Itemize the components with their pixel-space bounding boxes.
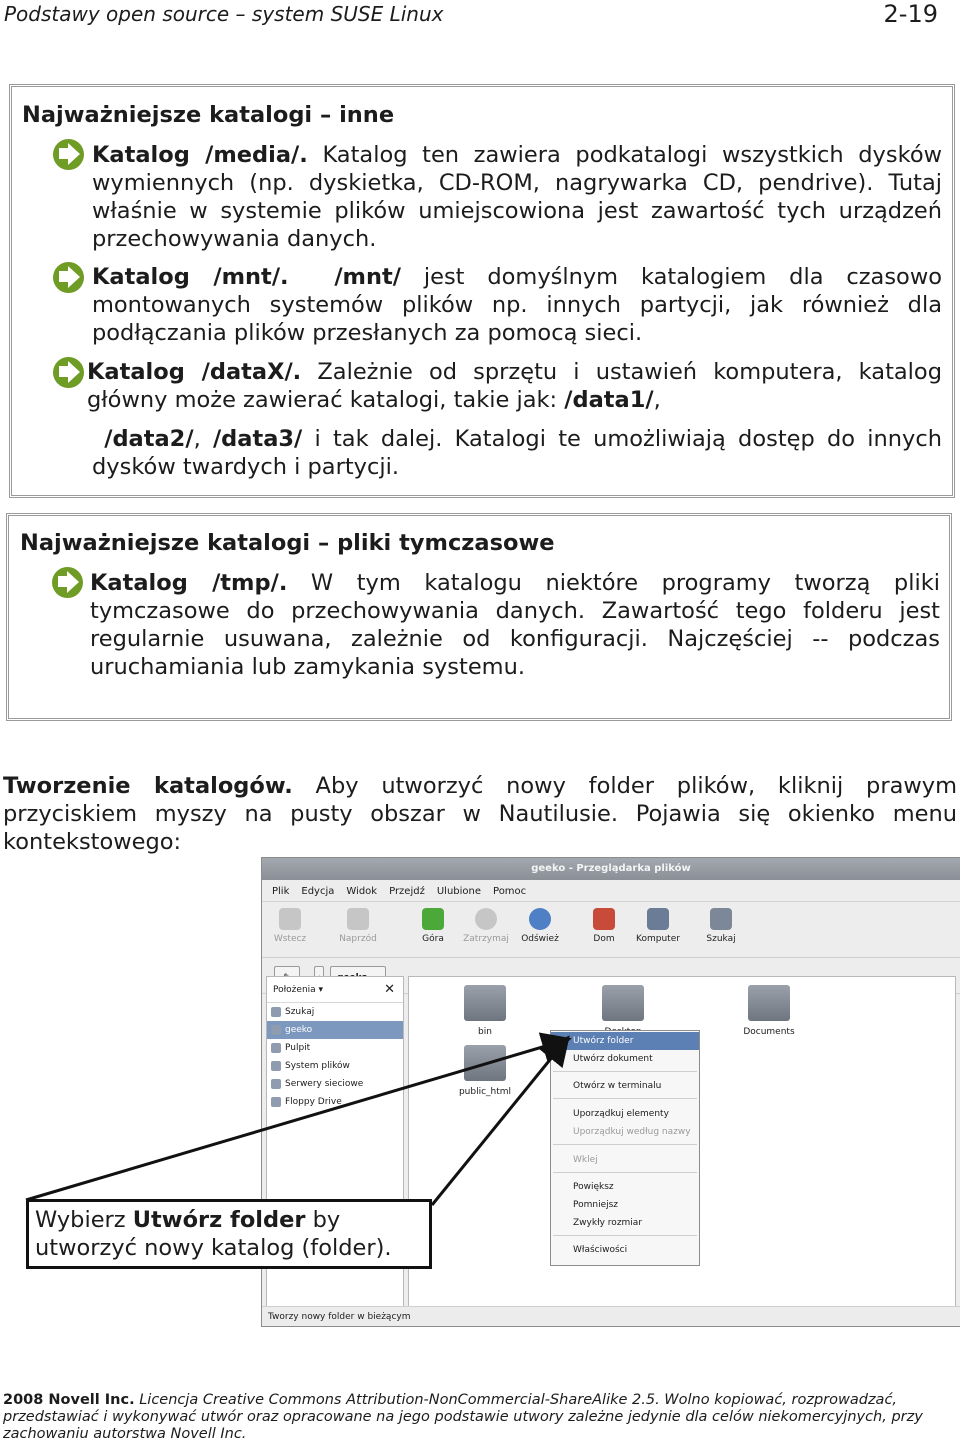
sidebar-item-network[interactable]: Serwery sieciowe: [267, 1075, 403, 1093]
menu-item-paste[interactable]: Wklej: [573, 1155, 598, 1165]
menu-go[interactable]: Przejdź: [389, 886, 425, 897]
folder-documents[interactable]: Documents: [739, 985, 799, 1037]
sidebar-item-desktop[interactable]: Pulpit: [267, 1039, 403, 1057]
sidebar-item-floppy[interactable]: Floppy Drive: [267, 1093, 403, 1111]
menu-item-arrange-items[interactable]: Uporządkuj elementy: [573, 1109, 669, 1119]
menu-item-arrange-by-name[interactable]: Uporządkuj według nazwy: [573, 1127, 691, 1137]
folder-bin[interactable]: bin: [455, 985, 515, 1037]
menu-file[interactable]: Plik: [272, 886, 290, 897]
item-datax-cont: /data2/, /data3/ i tak dalej. Katalogi te umożliwiają dostęp do innych dysków twardych i partycji.: [92, 426, 942, 480]
menu-view[interactable]: Widok: [346, 886, 378, 897]
sidebar-item-search[interactable]: Szukaj: [267, 1003, 403, 1021]
menu-edit[interactable]: Edycja: [301, 886, 335, 897]
box-title-temp: Najważniejsze katalogi – pliki tymczasowe: [20, 530, 555, 556]
back-button[interactable]: Wstecz: [262, 908, 318, 944]
folder-public-html[interactable]: public_html: [455, 1045, 515, 1097]
menu-item-zoom-in[interactable]: Powiększ: [573, 1182, 614, 1192]
sidebar-header[interactable]: Położenia ▾ ✕: [267, 977, 403, 1003]
menu-item-create-document[interactable]: Utwórz dokument: [573, 1054, 653, 1064]
callout-box: Wybierz Utwórz folder by utworzyć nowy katalog (folder).: [26, 1199, 432, 1269]
status-bar: Tworzy nowy folder w bieżącym: [262, 1306, 960, 1326]
sidebar-item-filesystem[interactable]: System plików: [267, 1057, 403, 1075]
menu-item-open-terminal[interactable]: Otwórz w terminalu: [573, 1081, 662, 1091]
up-button[interactable]: Góra: [405, 908, 461, 944]
page-number: 2-19: [883, 0, 938, 28]
stop-button[interactable]: Zatrzymaj: [458, 908, 514, 944]
computer-button[interactable]: Komputer: [630, 908, 686, 944]
page-header-title: Podstawy open source – system SUSE Linux: [4, 2, 444, 26]
box-title-other: Najważniejsze katalogi – inne: [22, 102, 395, 128]
menu-item-create-folder[interactable]: Utwórz folder: [551, 1032, 699, 1050]
license-footer: 2008 Novell Inc. Licencja Creative Commons Attribution-NonCommercial-ShareAlike 2.5. Wolno kopiować, rozprowadzać, przedstawiać i wykonywać utwór oraz opracowane na jego podstawie utwory zależne jedynie dla celów niekomercyjnych, przy zachowaniu autorstwa Novell Inc.: [3, 1392, 923, 1440]
menu-item-zoom-out[interactable]: Pomniejsz: [573, 1200, 619, 1210]
item-media: Katalog /media/. Katalog ten zawiera podkatalogi wszystkich dysków wymiennych (np. dyskietka, CD-ROM, nagrywarka CD, pendrive). Tutaj właśnie w systemie plików umiejscowiona jest zawartość tych urządzeń przechowywania danych.: [92, 142, 942, 252]
menu-item-normal-size[interactable]: Zwykły rozmiar: [573, 1218, 643, 1228]
item-tmp: Katalog /tmp/. W tym katalogu niektóre programy tworzą pliki tymczasowe do przechowywania danych. Zawartość tego folderu jest regularnie usuwana, zależnie od konfiguracji. Najczęściej -- podczas uruchamiania lub zamykania systemu.: [90, 570, 940, 680]
item-mnt: Katalog /mnt/. /mnt/ jest domyślnym katalogiem dla czasowo montowanych systemów plików np. innych partycji, jak również dla podłączania plików przesłanych za pomocą sieci.: [92, 264, 942, 346]
menu-help[interactable]: Pomoc: [493, 886, 527, 897]
forward-button[interactable]: Naprzód: [330, 908, 386, 944]
home-button[interactable]: Dom: [576, 908, 632, 944]
callout-arrow-line: [26, 1040, 566, 1200]
close-icon[interactable]: ✕: [384, 982, 395, 997]
menu-bookmarks[interactable]: Ulubione: [436, 886, 482, 897]
item-datax: Katalog /dataX/. Zależnie od sprzętu i ustawień komputera, katalog główny może zawierać katalogi, takie jak: /data1/,: [87, 359, 942, 413]
refresh-button[interactable]: Odśwież: [512, 908, 568, 944]
sidebar-item-home[interactable]: geeko: [267, 1021, 403, 1039]
menu-item-properties[interactable]: Właściwości: [573, 1245, 628, 1255]
window-title: geeko - Przeglądarka plików: [262, 858, 960, 880]
paragraph-creating-directories: Tworzenie katalogów. Aby utworzyć nowy folder plików, kliknij prawym przyciskiem myszy na pusty obszar w Nautilusie. Pojawia się okienko menu kontekstowego:: [3, 773, 957, 855]
callout-arrow-line: [432, 1040, 566, 1205]
search-button[interactable]: Szukaj: [693, 908, 749, 944]
